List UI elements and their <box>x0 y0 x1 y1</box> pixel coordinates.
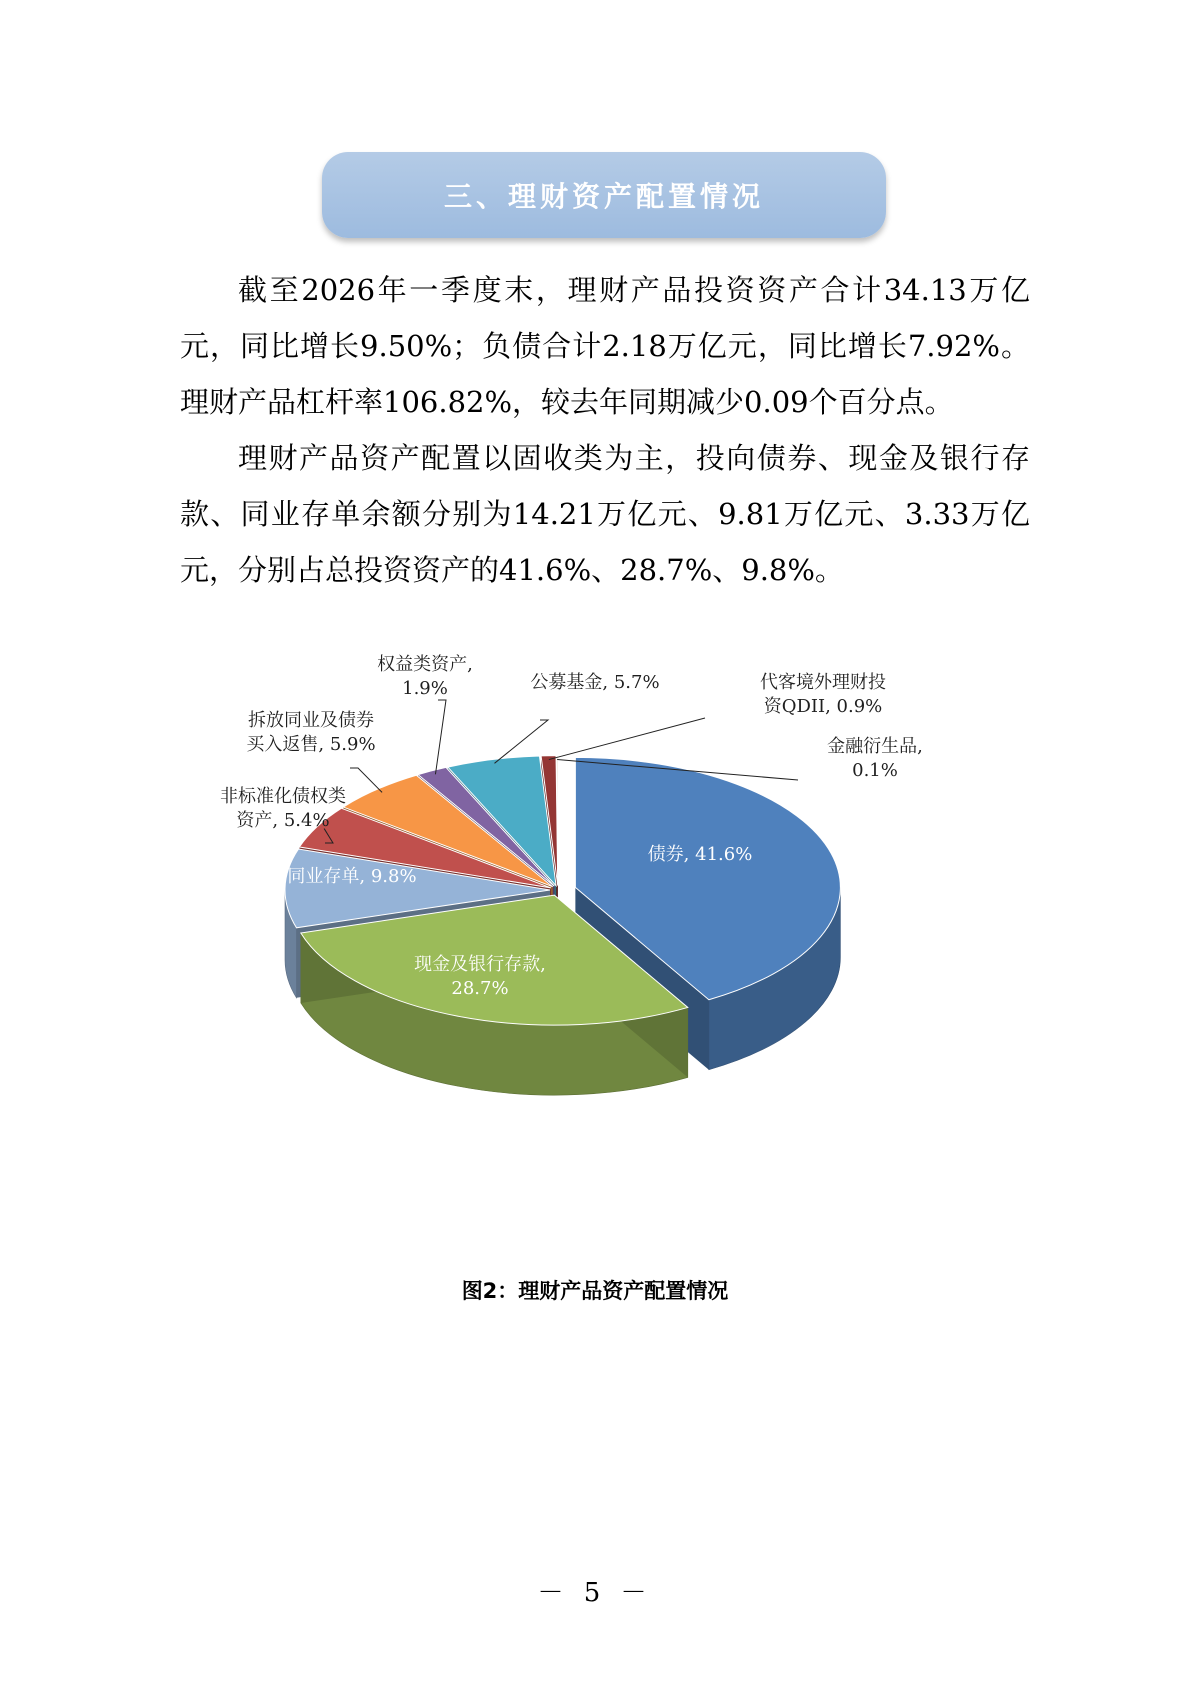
section-title: 三、理财资产配置情况 <box>443 180 764 213</box>
pie-label-0: 债券, 41.6% <box>647 844 753 865</box>
pie-label-8: 金融衍生品, 0.1% <box>827 736 923 781</box>
pie-label-4: 拆放同业及债券买入返售, 5.9% <box>246 710 376 755</box>
figure-caption: 图2：理财产品资产配置情况 <box>461 1279 729 1303</box>
pie-label-6: 公募基金, 5.7% <box>530 672 660 693</box>
section-title-banner <box>322 152 886 238</box>
paragraph-1: 截至2026年一季度末，理财产品投资资产合计34.13万亿元，同比增长9.50%；负债合计2.18万亿元，同比增长7.92%。理财产品杠杆率106.82%，较去年同期减少0.09个百分点。 <box>180 273 1030 419</box>
pie-label-7: 代客境外理财投资QDII, 0.9% <box>760 672 886 717</box>
pie-label-5: 权益类资产, 1.9% <box>377 654 473 699</box>
pie-leader-5 <box>435 700 446 774</box>
pie-label-1: 现金及银行存款, 28.7% <box>414 954 546 999</box>
asset-allocation-pie-chart <box>180 640 1020 1200</box>
page-number: － 5 － <box>537 1578 653 1608</box>
pie-leader-7 <box>549 718 705 760</box>
paragraph-2: 理财产品资产配置以固收类为主，投向债券、现金及银行存款、同业存单余额分别为14.21万亿元、9.81万亿元、3.33万亿元，分别占总投资资产的41.6%、28.7%、9.8%。 <box>180 441 1030 587</box>
pie-label-2: 同业存单, 9.8% <box>287 866 417 887</box>
pie-label-3: 非标准化债权类资产, 5.4% <box>220 786 346 831</box>
